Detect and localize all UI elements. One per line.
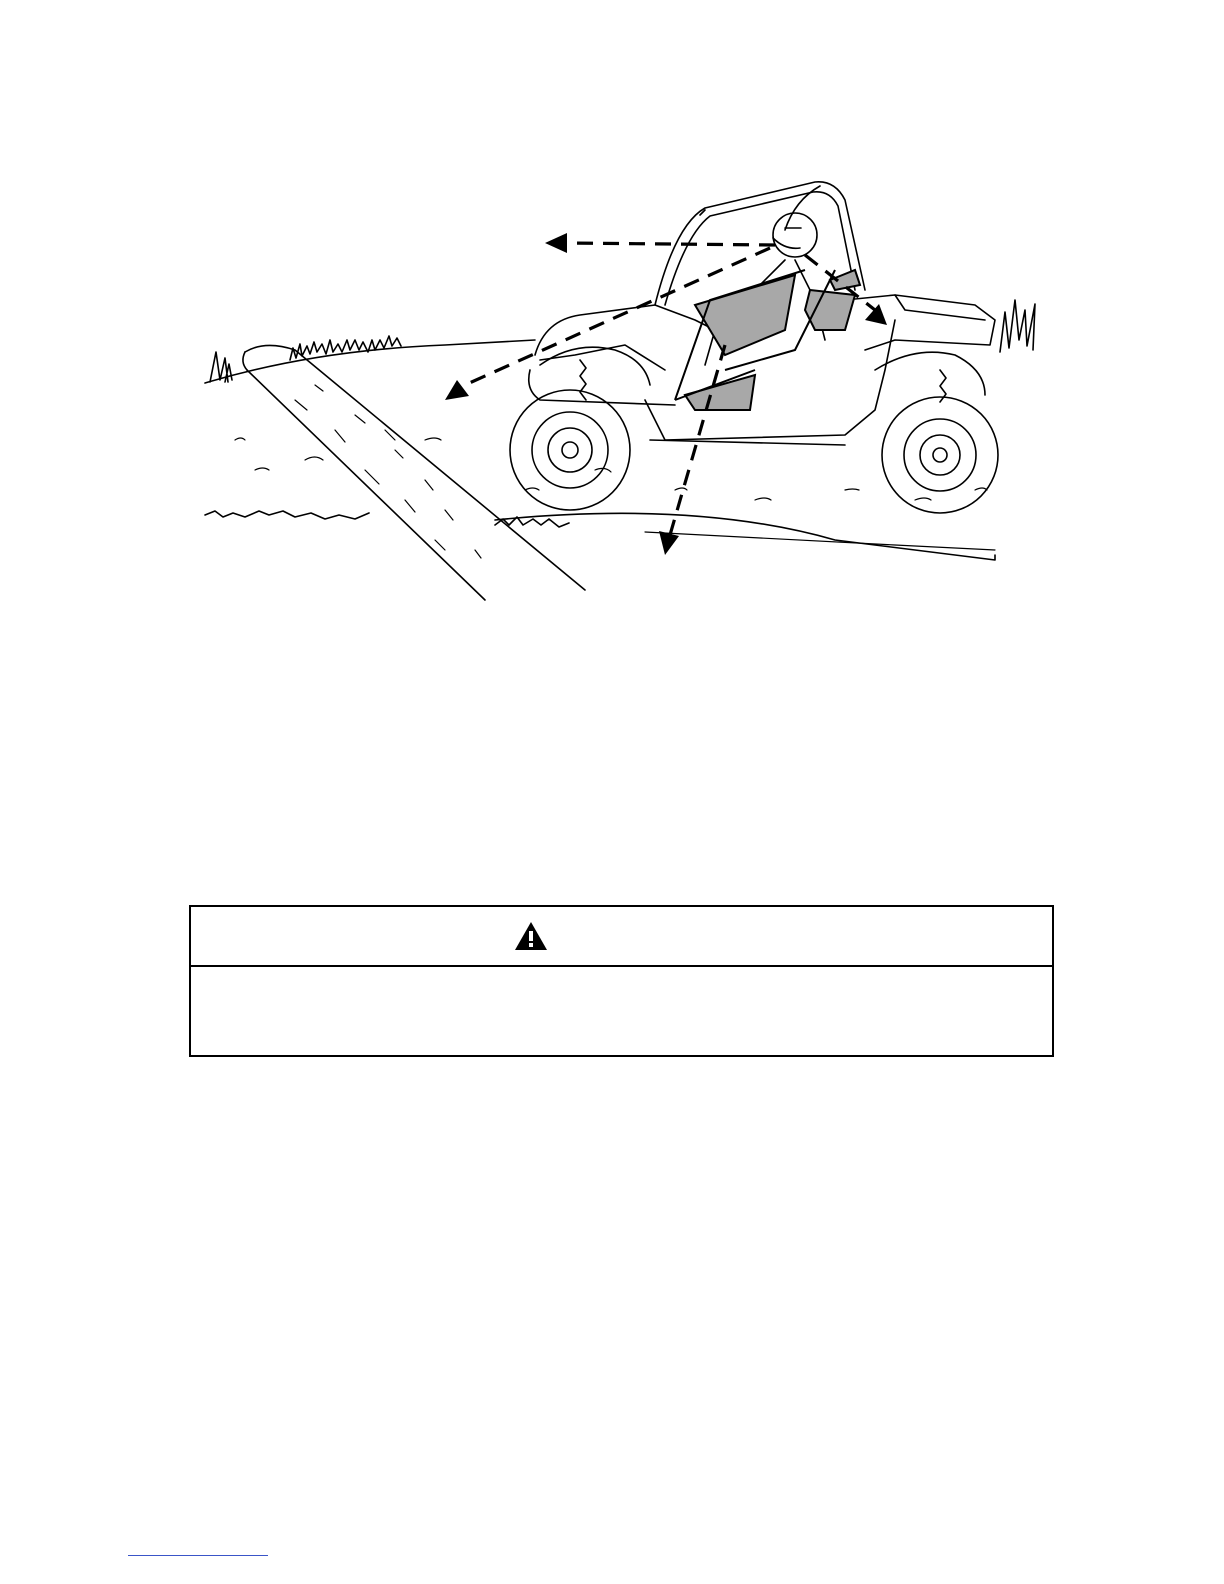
footer-link-rule bbox=[128, 1555, 268, 1556]
warning-body bbox=[191, 967, 1052, 1055]
warning-triangle-icon bbox=[514, 921, 548, 951]
warning-header bbox=[191, 907, 1052, 967]
utv-terrain-illustration bbox=[195, 170, 1055, 610]
warning-box bbox=[189, 905, 1054, 1057]
utv-illustration-icon bbox=[195, 170, 1055, 610]
